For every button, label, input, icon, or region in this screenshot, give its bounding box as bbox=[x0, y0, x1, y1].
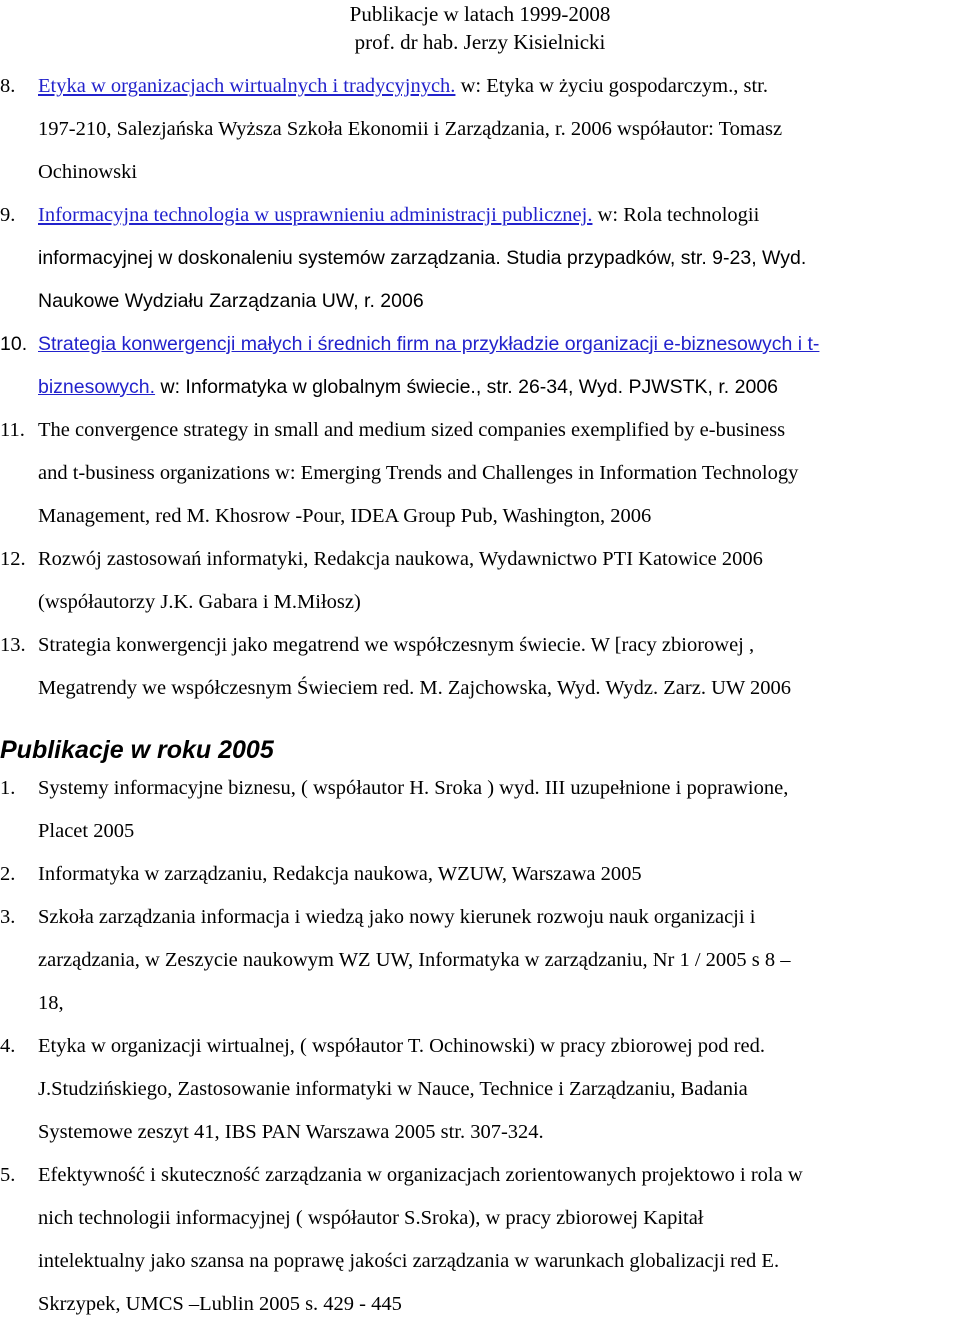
publication-text: 18, bbox=[38, 992, 64, 1014]
publication-number: 8. bbox=[0, 75, 16, 97]
publication-item-11 bbox=[0, 409, 960, 538]
publication-link[interactable]: biznesowych. bbox=[38, 376, 156, 398]
publication-text: 197-210, Salezjańska Wyższa Szkoła Ekonomii i Zarządzania, r. 2006 współautor: Tomasz bbox=[38, 118, 783, 140]
publication-link[interactable]: Informacyjna technologia w usprawnieniu administracji publicznej. bbox=[38, 204, 593, 226]
publication-text: w: Informatyka w globalnym świecie., str. 26-34, Wyd. PJWSTK, r. 2006 bbox=[155, 376, 779, 398]
publication-text: and t-business organizations w: Emerging Trends and Challenges in Information Technology bbox=[38, 462, 799, 484]
publication-item-4 bbox=[0, 1025, 960, 1154]
publication-text: intelektualny jako szansa na poprawę jakości zarządzania w warunkach globalizacji red E. bbox=[38, 1250, 780, 1272]
publication-number: 10. bbox=[0, 333, 28, 355]
publication-link[interactable]: Etyka w organizacjach wirtualnych i tradycyjnych. bbox=[38, 75, 456, 97]
publication-number: 1. bbox=[0, 777, 16, 799]
publication-text: The convergence strategy in small and medium sized companies exemplified by e-business bbox=[38, 419, 786, 441]
publications-2006-list bbox=[0, 65, 960, 710]
publication-text: Efektywność i skuteczność zarządzania w organizacjach zorientowanych projektowo i rola w bbox=[38, 1164, 803, 1186]
publication-item-12 bbox=[0, 538, 960, 624]
publication-number: 2. bbox=[0, 863, 16, 885]
publication-text: Rozwój zastosowań informatyki, Redakcja naukowa, Wydawnictwo PTI Katowice 2006 bbox=[38, 548, 763, 570]
publication-text: nich technologii informacyjnej ( współautor S.Sroka), w pracy zbiorowej Kapitał bbox=[38, 1207, 704, 1229]
publication-text: informacyjnej w doskonaleniu systemów zarządzania. Studia przypadków, str. 9-23, Wyd. bbox=[38, 247, 807, 269]
publication-text: Szkoła zarządzania informacja i wiedzą jako nowy kierunek rozwoju nauk organizacji i bbox=[38, 906, 756, 928]
publication-text: J.Studzińskiego, Zastosowanie informatyki w Nauce, Technice i Zarządzaniu, Badania bbox=[38, 1078, 748, 1100]
publication-item-2 bbox=[0, 853, 960, 896]
publication-text: Ochinowski bbox=[38, 161, 138, 183]
publication-text: Placet 2005 bbox=[38, 820, 135, 842]
section-heading-2005: Publikacje w roku 2005 bbox=[0, 736, 274, 764]
publications-2005-list bbox=[0, 767, 960, 1326]
publication-text: Informatyka w zarządzaniu, Redakcja naukowa, WZUW, Warszawa 2005 bbox=[38, 863, 642, 885]
publication-number: 11. bbox=[0, 419, 25, 441]
publication-number: 3. bbox=[0, 906, 16, 928]
publication-item-13 bbox=[0, 624, 960, 710]
publication-text: zarządzania, w Zeszycie naukowym WZ UW, Informatyka w zarządzaniu, Nr 1 / 2005 s 8 – bbox=[38, 949, 791, 971]
publication-number: 9. bbox=[0, 204, 16, 226]
publication-item-8 bbox=[0, 65, 960, 194]
header-author: prof. dr hab. Jerzy Kisielnicki bbox=[354, 30, 606, 54]
publication-text: Systemowe zeszyt 41, IBS PAN Warszawa 2005 str. 307-324. bbox=[38, 1121, 544, 1143]
publication-text: w: Rola technologii bbox=[592, 204, 760, 226]
publication-text: Management, red M. Khosrow -Pour, IDEA Group Pub, Washington, 2006 bbox=[38, 505, 652, 527]
publication-text: Naukowe Wydziału Zarządzania UW, r. 2006 bbox=[38, 290, 424, 312]
publication-item-1 bbox=[0, 767, 960, 853]
publication-link[interactable]: Strategia konwergencji małych i średnich firm na przykładzie organizacji e-biznesowych i t- bbox=[38, 333, 820, 355]
publication-item-3 bbox=[0, 896, 960, 1025]
publication-number: 4. bbox=[0, 1035, 16, 1057]
publication-item-5 bbox=[0, 1154, 960, 1326]
publication-text: Skrzypek, UMCS –Lublin 2005 s. 429 - 445 bbox=[38, 1293, 402, 1315]
header-title: Publikacje w latach 1999-2008 bbox=[349, 2, 611, 26]
publication-item-10 bbox=[0, 323, 960, 409]
publication-text: Etyka w organizacji wirtualnej, ( współautor T. Ochinowski) w pracy zbiorowej pod red. bbox=[38, 1035, 765, 1057]
publication-text: Systemy informacyjne biznesu, ( współautor H. Sroka ) wyd. III uzupełnione i poprawione, bbox=[38, 777, 789, 799]
publication-number: 13. bbox=[0, 634, 26, 656]
publication-number: 12. bbox=[0, 548, 26, 570]
publication-text: (współautorzy J.K. Gabara i M.Miłosz) bbox=[38, 591, 361, 613]
publication-item-9 bbox=[0, 194, 960, 323]
publication-text: Megatrendy we współczesnym Świeciem red. M. Zajchowska, Wyd. Wydz. Zarz. UW 2006 bbox=[38, 677, 791, 699]
publication-number: 5. bbox=[0, 1164, 16, 1186]
publication-text: w: Etyka w życiu gospodarczym., str. bbox=[455, 75, 768, 97]
publication-text: Strategia konwergencji jako megatrend we współczesnym świecie. W [racy zbiorowej , bbox=[38, 634, 755, 656]
